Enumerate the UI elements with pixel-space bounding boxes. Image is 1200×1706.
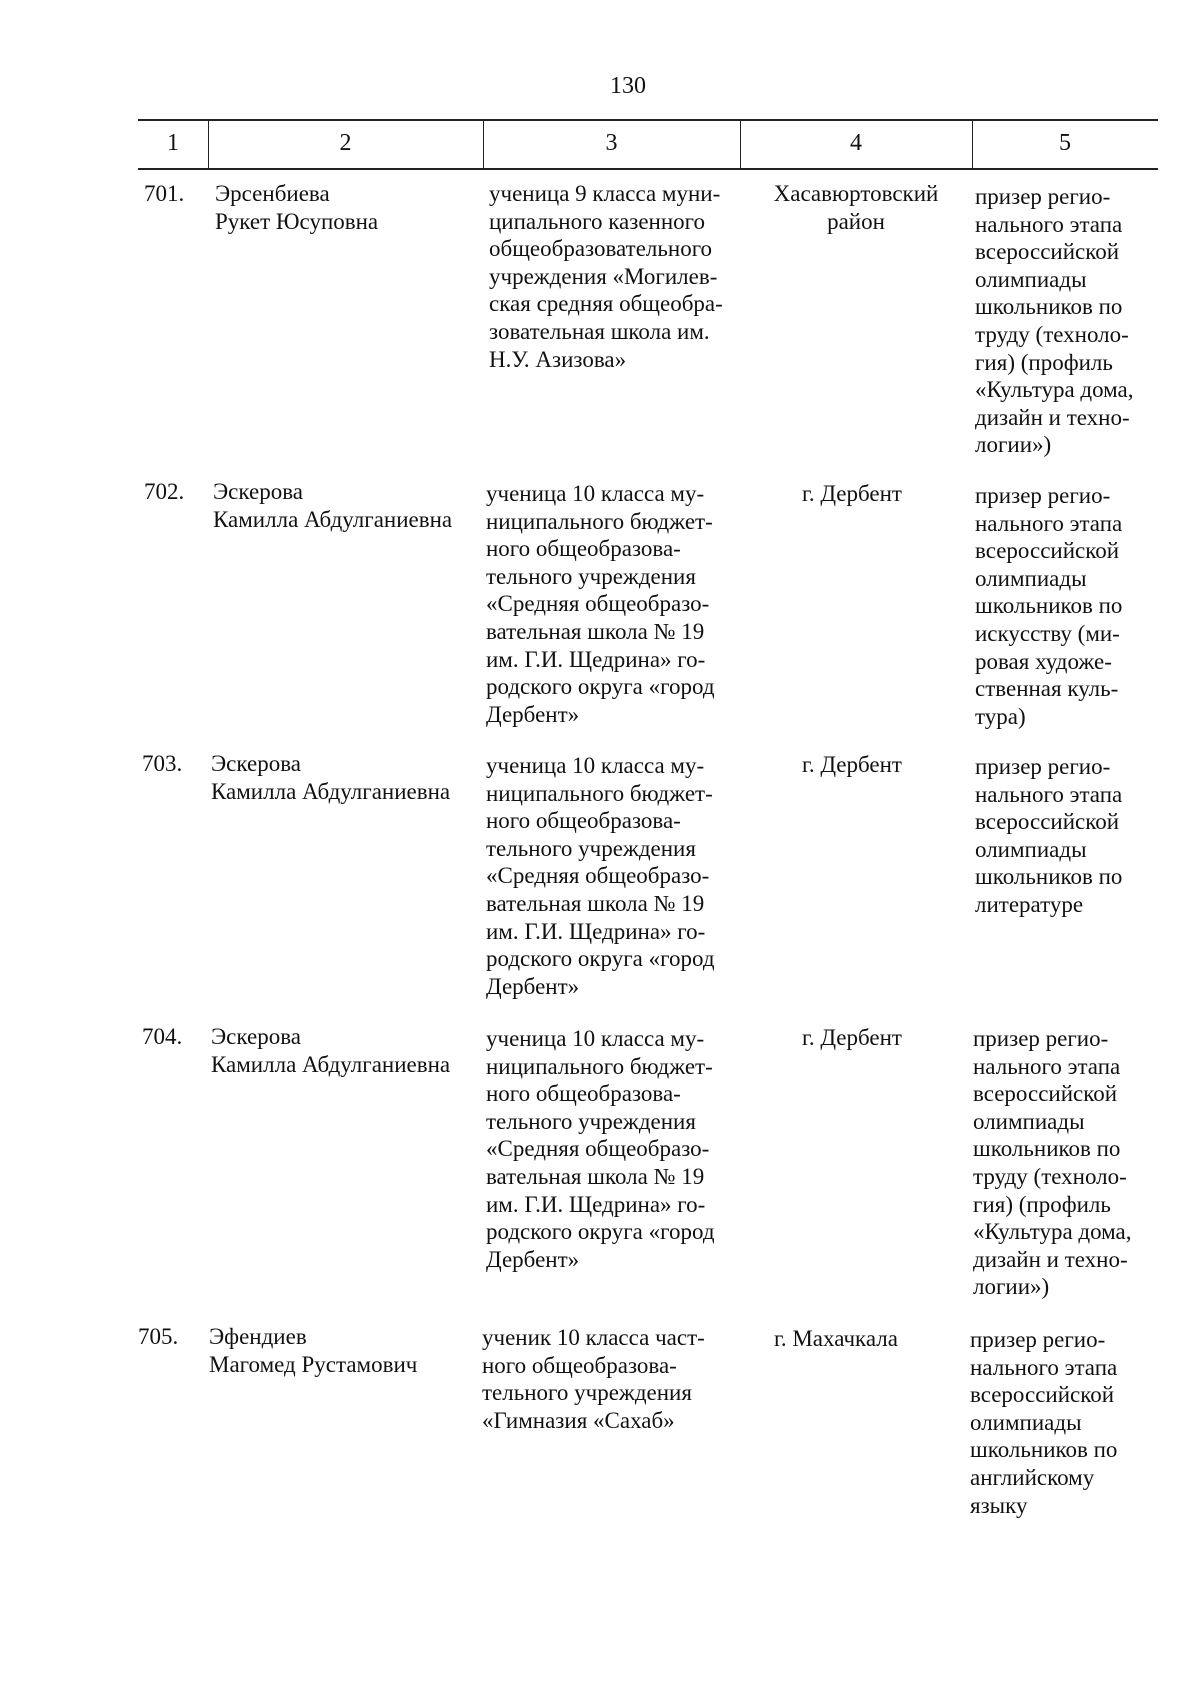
locality: Хасавюртовский район xyxy=(773,181,939,234)
row-number: 702. xyxy=(144,479,185,504)
person-name xyxy=(215,180,485,235)
given-name: Рукет Юсуповна xyxy=(215,208,379,234)
award: призер регио- нального этапа всероссийской олимпиады школьников по английскому языку xyxy=(970,1327,1118,1518)
school-description: ученик 10 класса част- ного общеобразова- тельного учреждения «Гимназия «Сахаб» xyxy=(482,1325,705,1433)
person-name xyxy=(211,1023,481,1078)
column-header-5: 5 xyxy=(1059,130,1071,156)
surname: Эскерова xyxy=(211,751,301,776)
given-name: Магомед Рустамович xyxy=(209,1351,418,1377)
school-description: ученица 10 класса му- ниципального бюджет- ного общеобразова- тельного учреждения «Средняя общеобразо- вательная школа № 19 им. Г.И. Щедрина» го- родского округа «город Дербент» xyxy=(486,1026,715,1272)
row-number: 703. xyxy=(142,751,183,776)
surname: Эскерова xyxy=(211,1024,301,1049)
given-name: Камилла Абдулганиевна xyxy=(213,506,453,532)
row-number: 704. xyxy=(142,1024,183,1049)
row-number: 701. xyxy=(144,181,185,206)
person-name xyxy=(209,1323,479,1378)
locality: г. Дербент xyxy=(802,1025,902,1050)
page-number: 130 xyxy=(610,73,646,99)
school-description: ученица 10 класса му- ниципального бюджет- ного общеобразова- тельного учреждения «Средняя общеобразо- вательная школа № 19 им. Г.И. Щедрина» го- родского округа «город Дербент» xyxy=(486,481,715,727)
column-header-3: 3 xyxy=(605,130,618,156)
given-name: Камилла Абдулганиевна xyxy=(211,1051,451,1077)
header-bottom-rule xyxy=(138,168,1158,170)
surname: Эфендиев xyxy=(209,1324,307,1349)
given-name: Камилла Абдулганиевна xyxy=(211,778,451,804)
row-number: 705. xyxy=(138,1324,179,1349)
column-header-4: 4 xyxy=(850,130,862,156)
school-description: ученица 10 класса му- ниципального бюджет- ного общеобразова- тельного учреждения «Средняя общеобразо- вательная школа № 19 им. Г.И. Щедрина» го- родского округа «город Дербент» xyxy=(486,753,715,999)
school-description: ученица 9 класса муни- ципального казенного общеобразовательного учреждения «Могилев- ская средняя общеобра- зовательная школа им. Н.У. Азизова» xyxy=(489,181,723,372)
award: призер регио- нального этапа всероссийской олимпиады школьников по труду (техноло- гия) (профиль «Культура дома, дизайн и техно- логии») xyxy=(973,1026,1132,1300)
award: призер регио- нального этапа всероссийской олимпиады школьников по искусству (ми- ровая художе- ственная куль- тура) xyxy=(975,483,1123,729)
surname: Эскерова xyxy=(213,479,303,504)
person-name xyxy=(213,478,483,533)
locality: г. Дербент xyxy=(802,752,902,777)
column-header-1: 1 xyxy=(167,130,179,156)
locality: г. Дербент xyxy=(802,481,902,506)
column-header-2: 2 xyxy=(339,130,352,156)
award: призер регио- нального этапа всероссийской олимпиады школьников по литературе xyxy=(975,754,1123,917)
locality: г. Махачкала xyxy=(774,1326,898,1351)
person-name xyxy=(211,750,481,805)
surname: Эрсенбиева xyxy=(215,181,330,206)
award: призер регио- нального этапа всероссийской олимпиады школьников по труду (техноло- гия) (профиль «Культура дома, дизайн и техно- логии») xyxy=(975,184,1134,458)
